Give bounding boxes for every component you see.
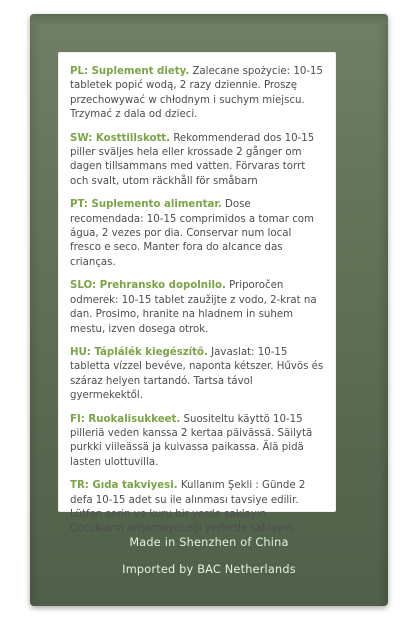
section-text: Dose recomendada: 10-15 comprimidos a tomar com água, 2 vezes por dia. Conservar num local fresco e seco. Manter fora do alcance das crianças. <box>70 199 314 268</box>
section-text: Suositeltu käyttö 10-15 pilleriä veden kanssa 2 kertaa päivässä. Säilytä purkki viileässä ja kuivassa paikassa. Älä pidä lasten ulottuvilla. <box>70 413 313 468</box>
section-text: Kullanım Şekli : Günde 2 defa 10-15 adet su ile alınması tavsiye edilir. Lütfen serin ve kuru bir yerde saklayın. Çocukların erişemeyeceği yerlerde saklayın. <box>70 480 306 535</box>
section-label: TR: Gıda takviyesi. <box>70 480 178 492</box>
section-pl <box>70 65 324 123</box>
section-label: SLO: Prehransko dopolnilo. <box>70 280 226 292</box>
section-text: Rekommenderad dos 10-15 piller sväljes hela eller krossade 2 gånger om dagen tillsammans med vatten. Förvaras torrt och svalt, utom räckhåll för småbarn <box>70 132 315 187</box>
section-sw <box>70 132 324 190</box>
label-panel <box>58 52 336 535</box>
made-in-text: Made in Shenzhen of China <box>129 536 289 549</box>
section-text: Javaslat: 10-15 tabletta vízzel bevéve, naponta kétszer. Hűvös és száraz helyen tartandó. Tartsa távol gyermekektől. <box>70 346 324 402</box>
section-label: SW: Kosttillskott. <box>70 132 171 144</box>
section-label: PT: Suplemento alimentar. <box>70 199 222 211</box>
section-tr <box>70 479 324 537</box>
section-fi <box>70 413 324 471</box>
section-label: HU: Táplálék kiegészítő. <box>70 346 208 358</box>
section-text: Zalecane spożycie: 10-15 tabletek popić wodą, 2 razy dziennie. Proszę przechowywać w chłodnym i suchym miejscu. Trzymać z dala od dzieci. <box>70 66 323 121</box>
section-text: Priporočen odmerek: 10-15 tablet zaužijte z vodo, 2-krat na dan. Prosimo, hranite na hladnem in suhem mestu, izven dosega otrok. <box>70 280 317 335</box>
package-side <box>30 14 388 606</box>
section-hu <box>70 346 324 404</box>
section-label: PL: Suplement diety. <box>70 66 190 77</box>
section-pt <box>70 198 324 270</box>
section-slo <box>70 279 324 337</box>
imported-by-text: Imported by BAC Netherlands <box>122 563 296 576</box>
package-top-edge <box>30 14 388 24</box>
section-label: FI: Ruokalisukkeet. <box>70 413 181 425</box>
